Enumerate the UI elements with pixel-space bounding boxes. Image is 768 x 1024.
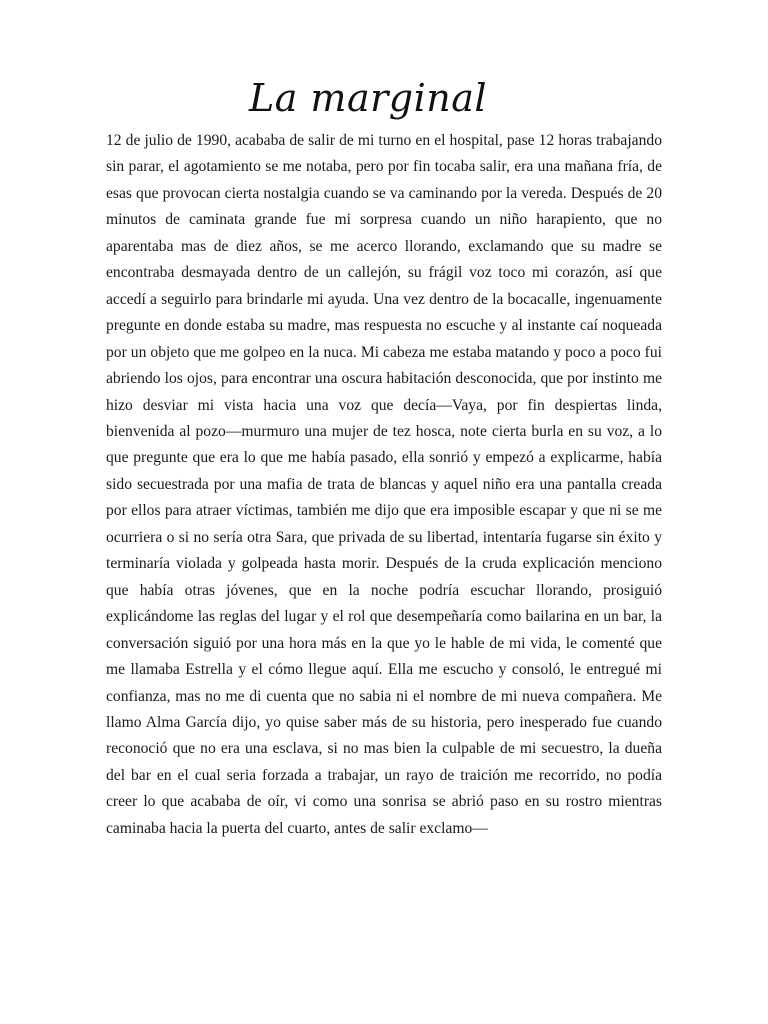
document-title: La marginal [248,76,488,120]
story-paragraph: 12 de julio de 1990, acababa de salir de mi turno en el hospital, pase 12 horas trabajando sin parar, el agotamiento se me notaba, pero por fin tocaba salir, era una mañana fría, de esas que provocan cierta nostalgia cuando se va caminando por la vereda. Después de 20 minutos de caminata grande fue mi sorpresa cuando un niño harapiento, que no aparentaba mas de diez años, se me acerco llorando, exclamando que su madre se encontraba desmayada dentro de un callejón, su frágil voz toco mi corazón, así que accedí a seguirlo para brindarle mi ayuda. Una vez dentro de la bocacalle, ingenuamente pregunte en donde estaba su madre, mas respuesta no escuche y al instante caí noqueada por un objeto que me golpeo en la nuca. Mi cabeza me estaba matando y poco a poco fui abriendo los ojos, para encontrar una oscura habitación desconocida, que por instinto me hizo desviar mi vista hacia una voz que decía—Vaya, por fin despiertas linda, bienvenida al pozo—murmuro una mujer de tez hosca, note cierta burla en su voz, a lo que pregunte que era lo que me había pasado, ella sonrió y empezó a explicarme, había sido secuestrada por una mafia de trata de blancas y aquel niño era una pantalla creada por ellos para atraer víctimas, también me dijo que era imposible escapar y que ni se me ocurriera o si no sería otra Sara, que privada de su libertad, intentaría fugarse sin éxito y terminaría violada y golpeada hasta morir. Después de la cruda explicación menciono que había otras jóvenes, que en la noche podría escuchar llorando, prosiguió explicándome las reglas del lugar y el rol que desempeñaría como bailarina en un bar, la conversación siguió por una hora más en la que yo le hable de mi vida, le comenté que me llamaba Estrella y el cómo llegue aquí. Ella me escucho y consoló, le entregué mi confianza, mas no me di cuenta que no sabia ni el nombre de mi nueva compañera. Me llamo Alma García dijo, yo quise saber más de su historia, pero inesperado fue cuando reconoció que no era una esclava, si no mas bien la culpable de mi secuestro, la dueña del bar en el cual seria forzada a trabajar, un rayo de traición me recorrido, no podía creer lo que acababa de oír, vi como una sonrisa se abrió paso en su rostro mientras caminaba hacia la puerta del cuarto, antes de salir exclamo— [106,132,662,837]
